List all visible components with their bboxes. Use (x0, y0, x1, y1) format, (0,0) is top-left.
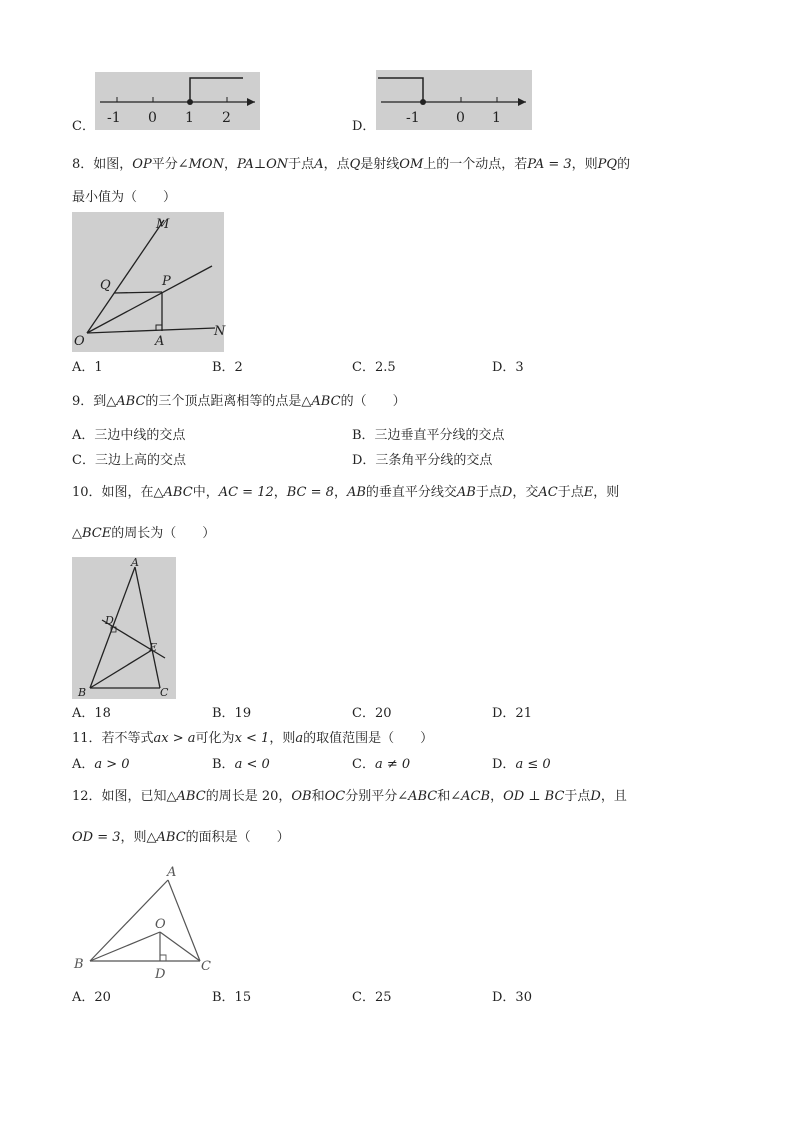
point-label: C (201, 959, 211, 974)
tick-label: 1 (185, 110, 194, 126)
point-label: B (74, 957, 84, 972)
q10-figure (72, 557, 176, 699)
q8-choice-b[interactable]: B．2 (212, 360, 243, 375)
q9-stem: 9．到△ABC的三个顶点距离相等的点是△ABC的（ ） (72, 394, 406, 409)
number-line-d-figure (376, 70, 532, 130)
point-label: N (214, 324, 226, 339)
point-label: O (155, 917, 166, 932)
point-label: M (156, 217, 170, 232)
tick-label: -1 (406, 110, 420, 126)
q10-choice-b[interactable]: B．19 (212, 706, 252, 721)
option-c-label: C． (72, 119, 95, 134)
q10-stem-line1: 10．如图，在△ABC中，AC = 12，BC = 8，AB的垂直平分线交AB于点D，交AC于点E，则 (72, 485, 620, 500)
point-label: A (155, 334, 165, 349)
point-label: B (78, 686, 87, 699)
point-label: D (105, 614, 114, 627)
tick-label: 0 (456, 110, 465, 126)
q12-choice-a[interactable]: A．20 (72, 990, 111, 1005)
tick-label: 1 (492, 110, 501, 126)
q12-stem-line2: OD = 3，则△ABC的面积是（ ） (72, 830, 290, 845)
tick-label: 2 (222, 110, 231, 126)
point-label: A (131, 556, 139, 569)
point-label: O (74, 334, 85, 349)
q8-stem-line2: 最小值为（ ） (72, 190, 177, 205)
point-label: C (160, 686, 169, 699)
q10-choice-d[interactable]: D．21 (492, 706, 532, 721)
point-label: Q (100, 278, 111, 293)
q12-choice-c[interactable]: C．25 (352, 990, 392, 1005)
q12-choice-d[interactable]: D．30 (492, 990, 532, 1005)
q11-choice-c[interactable]: C．a ≠ 0 (352, 757, 411, 772)
q9-choice-c[interactable]: C．三边上高的交点 (72, 453, 186, 468)
point-label: E (149, 641, 158, 654)
q10-stem-line2: △BCE的周长为（ ） (72, 526, 216, 541)
q9-choice-a[interactable]: A．三边中线的交点 (72, 428, 186, 443)
tick-label: 0 (148, 110, 157, 126)
q10-choice-a[interactable]: A．18 (72, 706, 111, 721)
q8-stem-line1: 8．如图，OP平分∠MON，PA⊥ON于点A，点Q是射线OM上的一个动点，若PA = 3，则PQ的 (72, 157, 631, 172)
q8-choice-d[interactable]: D．3 (492, 360, 524, 375)
tick-label: -1 (107, 110, 121, 126)
q11-choice-a[interactable]: A．a > 0 (72, 757, 130, 772)
q11-choice-b[interactable]: B．a < 0 (212, 757, 270, 772)
q12-stem-line1: 12．如图，已知△ABC的周长是 20，OB和OC分别平分∠ABC和∠ACB，OD ⊥ BC于点D，且 (72, 789, 627, 804)
point-label: P (162, 274, 171, 289)
q9-choice-d[interactable]: D．三条角平分线的交点 (352, 453, 493, 468)
q12-figure (72, 860, 222, 985)
q8-choice-c[interactable]: C．2.5 (352, 360, 396, 375)
q8-choice-a[interactable]: A．1 (72, 360, 103, 375)
option-d-label: D． (352, 119, 376, 134)
q11-choice-d[interactable]: D．a ≤ 0 (492, 757, 551, 772)
point-label: D (155, 967, 166, 982)
q8-figure (72, 212, 224, 352)
q12-choice-b[interactable]: B．15 (212, 990, 252, 1005)
q9-choice-b[interactable]: B．三边垂直平分线的交点 (352, 428, 505, 443)
q11-stem: 11．若不等式ax > a可化为x < 1，则a的取值范围是（ ） (72, 731, 434, 746)
q10-choice-c[interactable]: C．20 (352, 706, 392, 721)
number-line-c-figure (95, 72, 260, 130)
point-label: A (167, 865, 177, 880)
